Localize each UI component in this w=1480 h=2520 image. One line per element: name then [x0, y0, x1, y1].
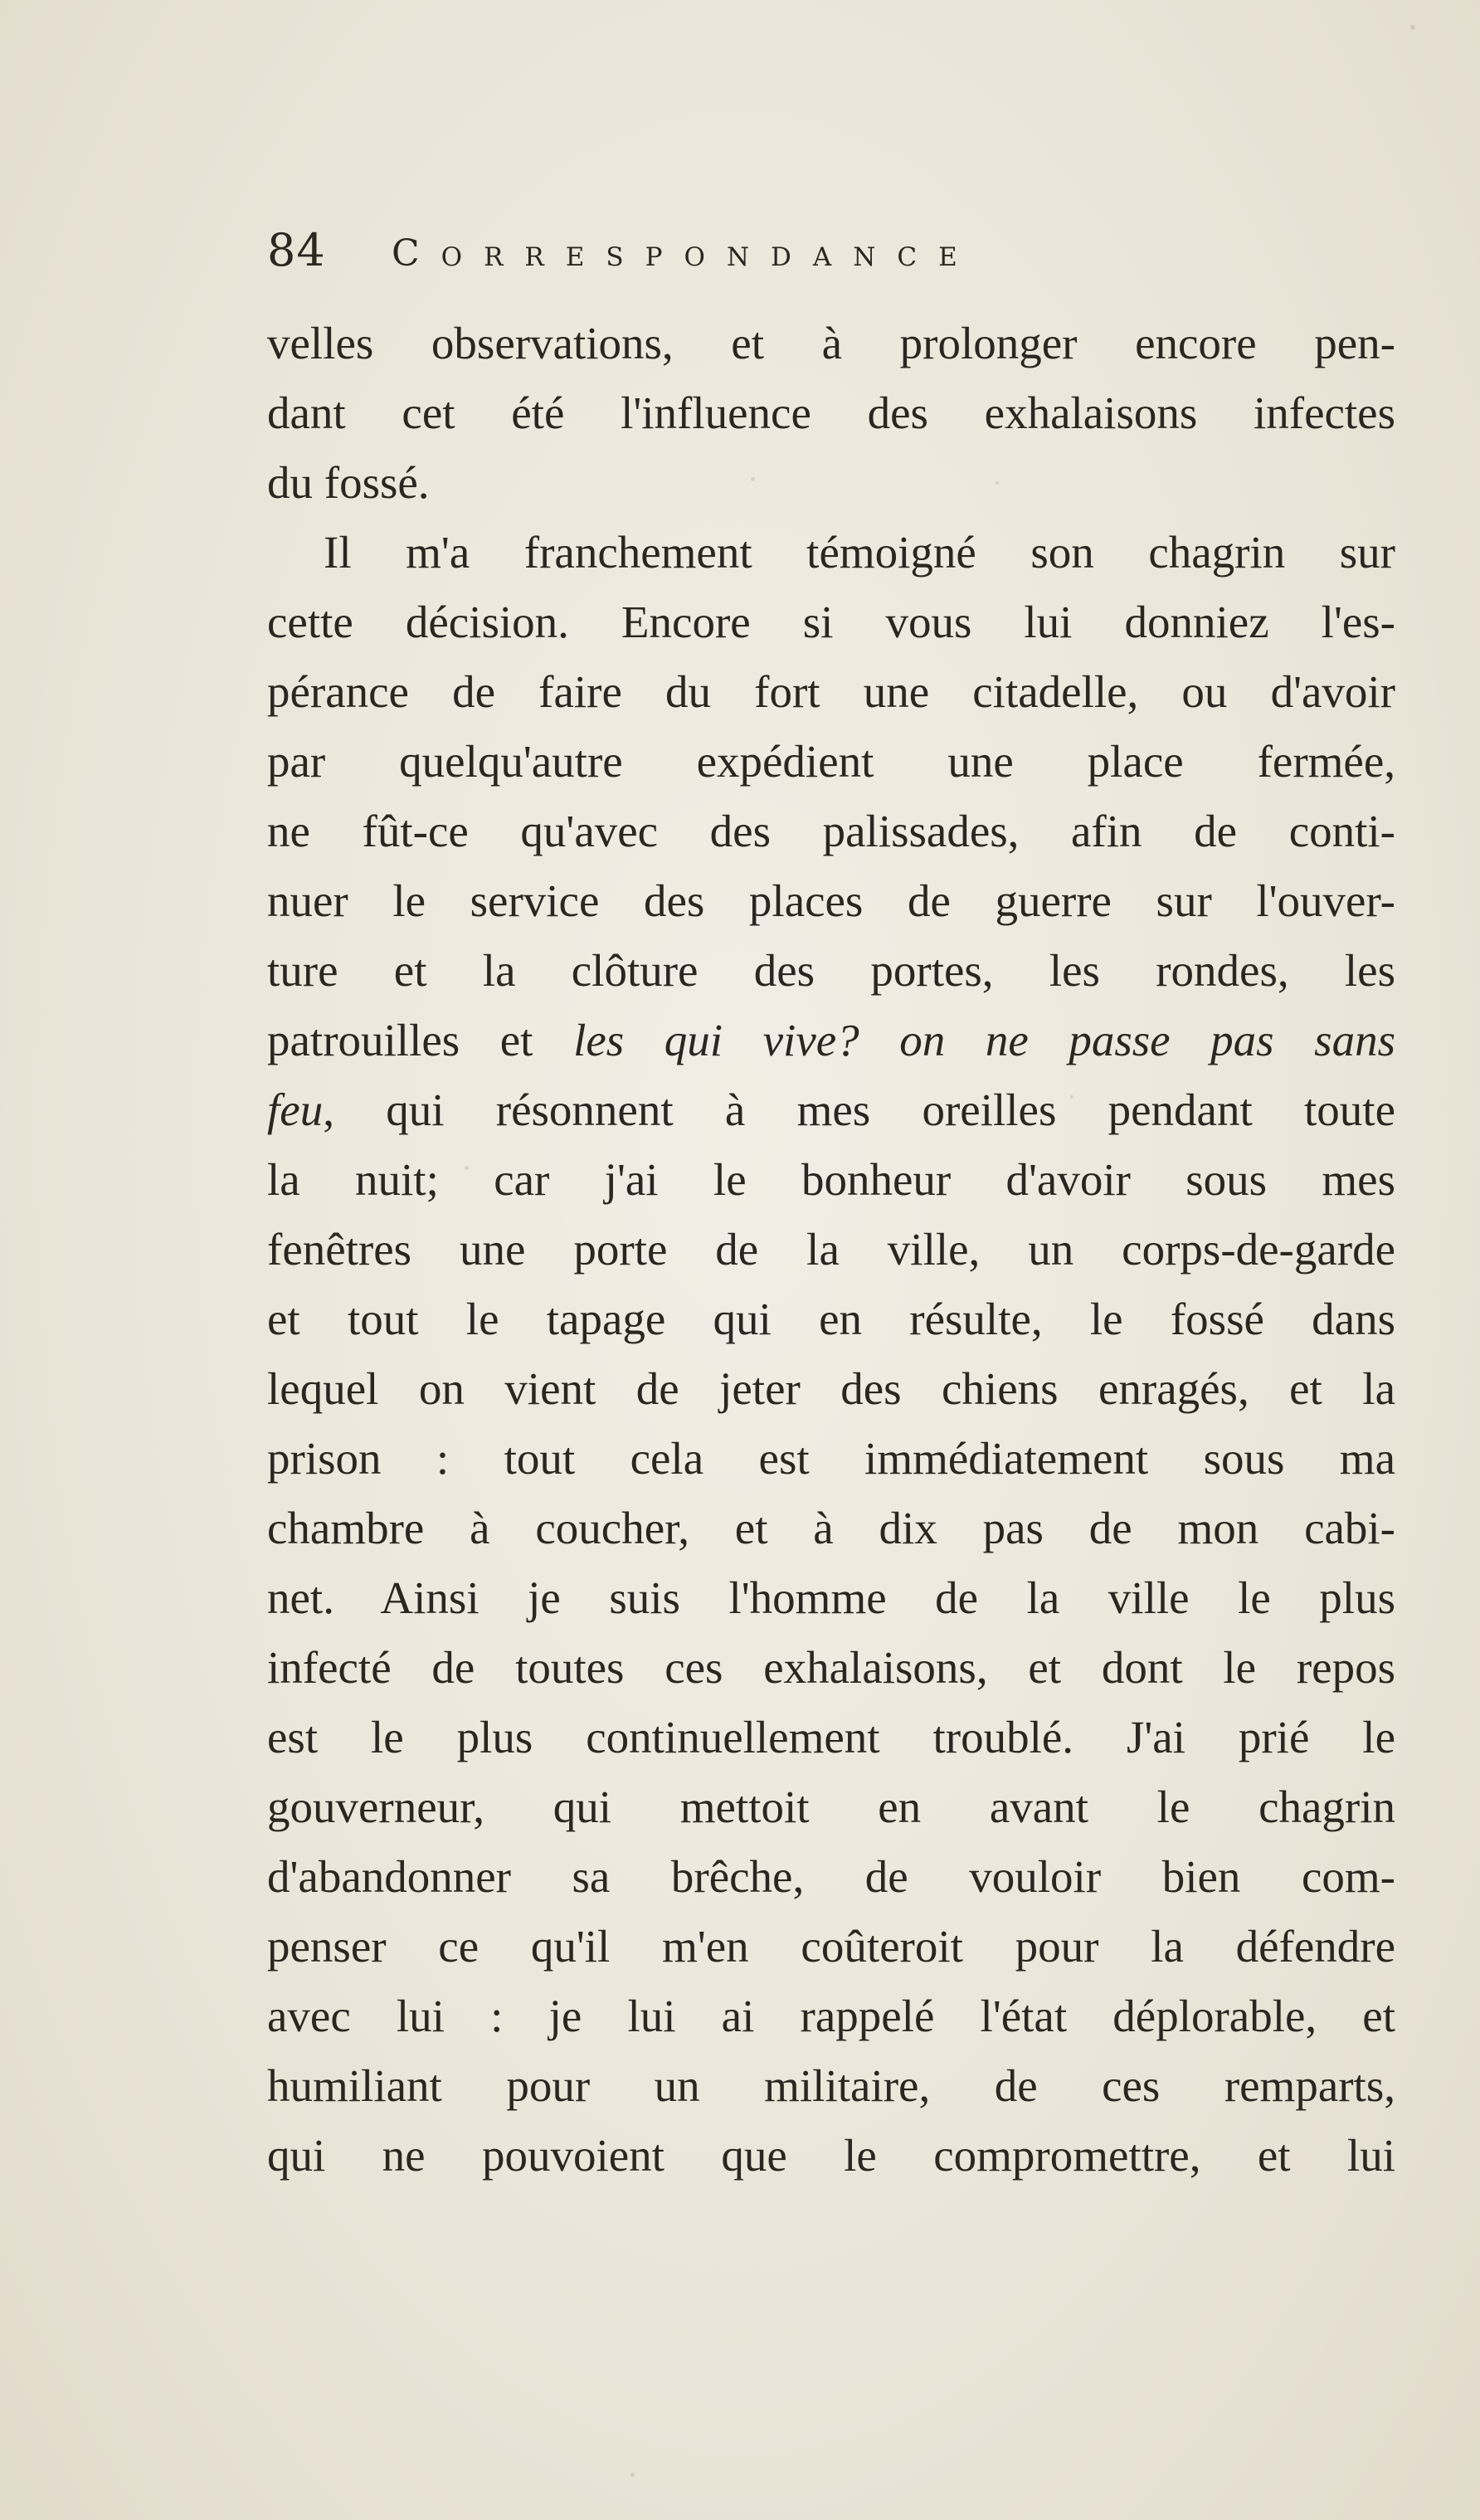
text-line: dant cet été l'influence des exhalaisons infectes	[267, 388, 1395, 438]
text-line: la nuit; car j'ai le bonheur d'avoir sous mes	[267, 1154, 1395, 1205]
text-line: avec lui : je lui ai rappelé l'état déplorable, et	[267, 1991, 1395, 2041]
text-line: d'abandonner sa brêche, de vouloir bien com-	[267, 1851, 1395, 1902]
text-line	[267, 1075, 1395, 1145]
text-line: pérance de faire du fort une citadelle, ou d'avoir	[267, 666, 1395, 717]
text-line: penser ce qu'il m'en coûteroit pour la défendre	[267, 1921, 1395, 1972]
text-line: gouverneur, qui mettoit en avant le chagrin	[267, 1782, 1395, 1832]
italic-run: feu	[267, 1085, 324, 1135]
text-line: nuer le service des places de guerre sur l'ouver-	[267, 875, 1395, 926]
text-line: par quelqu'autre expédient une place fermée,	[267, 736, 1395, 787]
text-run: , qui résonnent à mes oreilles pendant toute	[323, 1085, 1395, 1135]
text-line: velles observations, et à prolonger encore pen-	[267, 318, 1395, 368]
text-line: chambre à coucher, et à dix pas de mon cabi-	[267, 1503, 1395, 1553]
page-number: 84	[267, 224, 326, 276]
text-line: et tout le tapage qui en résulte, le fossé dans	[267, 1294, 1395, 1344]
text-line: humiliant pour un militaire, de ces remparts,	[267, 2060, 1395, 2111]
text-line: prison : tout cela est immédiatement sous ma	[267, 1433, 1395, 1484]
paper-speck	[1410, 25, 1415, 30]
running-title: Correspondance	[392, 232, 979, 275]
body-text	[267, 309, 1395, 2191]
text-line: qui ne pouvoient que le compromettre, et lui	[267, 2130, 1395, 2181]
text-run: patrouilles et	[267, 1015, 574, 1065]
text-line: infecté de toutes ces exhalaisons, et dont le repos	[267, 1642, 1395, 1693]
text-line	[267, 1006, 1395, 1075]
italic-run: les qui vive? on ne passe pas sans	[573, 1015, 1395, 1065]
text-line: du fossé.	[267, 457, 430, 508]
paper-speck	[630, 2473, 635, 2477]
text-line: cette décision. Encore si vous lui donniez l'es-	[267, 597, 1395, 647]
text-line: lequel on vient de jeter des chiens enragés, et la	[267, 1363, 1395, 1414]
text-line: ne fût-ce qu'avec des palissades, afin de conti-	[267, 806, 1395, 856]
text-line: Il m'a franchement témoigné son chagrin sur	[324, 527, 1395, 578]
text-line: net. Ainsi je suis l'homme de la ville le plus	[267, 1572, 1395, 1623]
running-header	[267, 224, 1229, 290]
text-line: fenêtres une porte de la ville, un corps-de-garde	[267, 1224, 1395, 1275]
text-line: est le plus continuellement troublé. J'ai prié le	[267, 1712, 1395, 1762]
text-line: ture et la clôture des portes, les rondes, les	[267, 945, 1395, 996]
